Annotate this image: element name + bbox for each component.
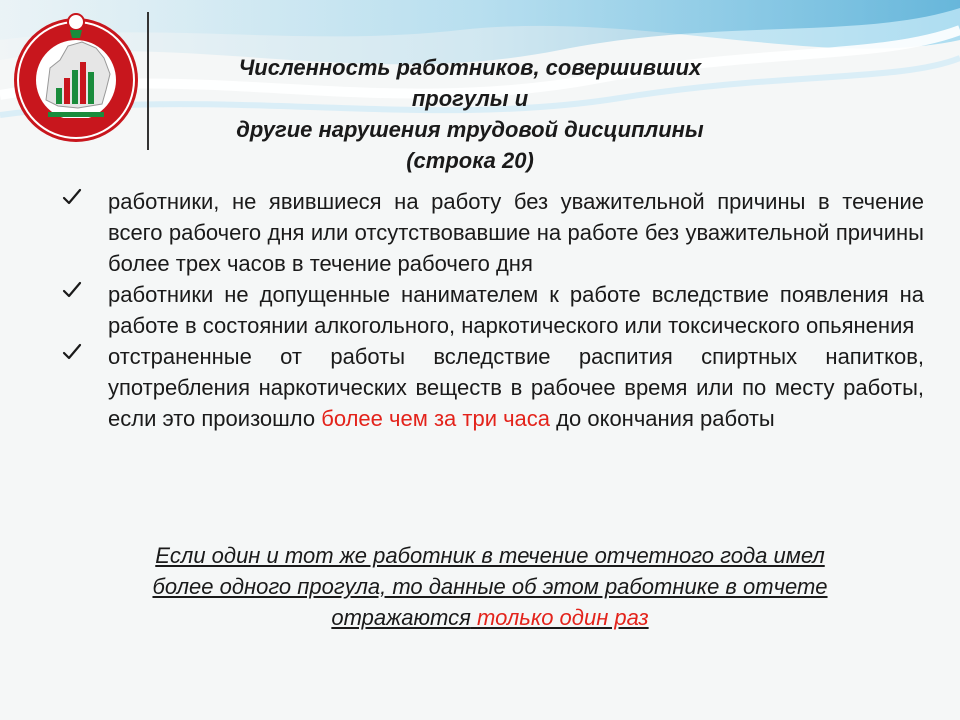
note-line-1: Если один и тот же работник в течение отчетного года имел — [155, 543, 825, 568]
list-item — [58, 279, 924, 341]
check-icon — [62, 187, 82, 207]
slide-title — [200, 52, 740, 176]
note-line-3 — [70, 602, 910, 633]
title-line-3: (строка 20) — [406, 148, 534, 173]
bullet-text: работники, не явившиеся на работу без уважительной причины в течение всего рабочего дня или отсутствовавшие на работе без уважительной причины более трех часов в течение рабочего дня — [108, 189, 924, 276]
title-line-1: Численность работников, совершивших прогулы и — [238, 55, 702, 111]
list-item — [58, 341, 924, 434]
bullet-text-after: до окончания работы — [556, 406, 775, 431]
bullet-list — [58, 186, 924, 434]
note-paragraph — [70, 540, 910, 633]
note-line-3-text: отражаются — [331, 605, 471, 630]
bullet-text — [108, 341, 924, 434]
check-icon — [62, 342, 82, 362]
bullet-text-main: отстраненные от работы вследствие распития спиртных напитков, употребления наркотических веществ в рабочее время или по месту работы, если это произошло — [108, 344, 924, 431]
logo-divider — [147, 12, 149, 150]
list-item — [58, 186, 924, 279]
statistics-committee-emblem — [8, 8, 144, 152]
check-icon — [62, 280, 82, 300]
bullet-highlight: более чем за три часа — [321, 406, 551, 431]
bullet-text: работники не допущенные нанимателем к работе вследствие появления на работе в состоянии алкогольного, наркотического или токсического опьянения — [108, 282, 924, 338]
note-line-2: более одного прогула, то данные об этом работнике в отчете — [152, 574, 828, 599]
note-highlight: только один раз — [477, 605, 649, 630]
title-line-2: другие нарушения трудовой дисциплины — [236, 117, 704, 142]
